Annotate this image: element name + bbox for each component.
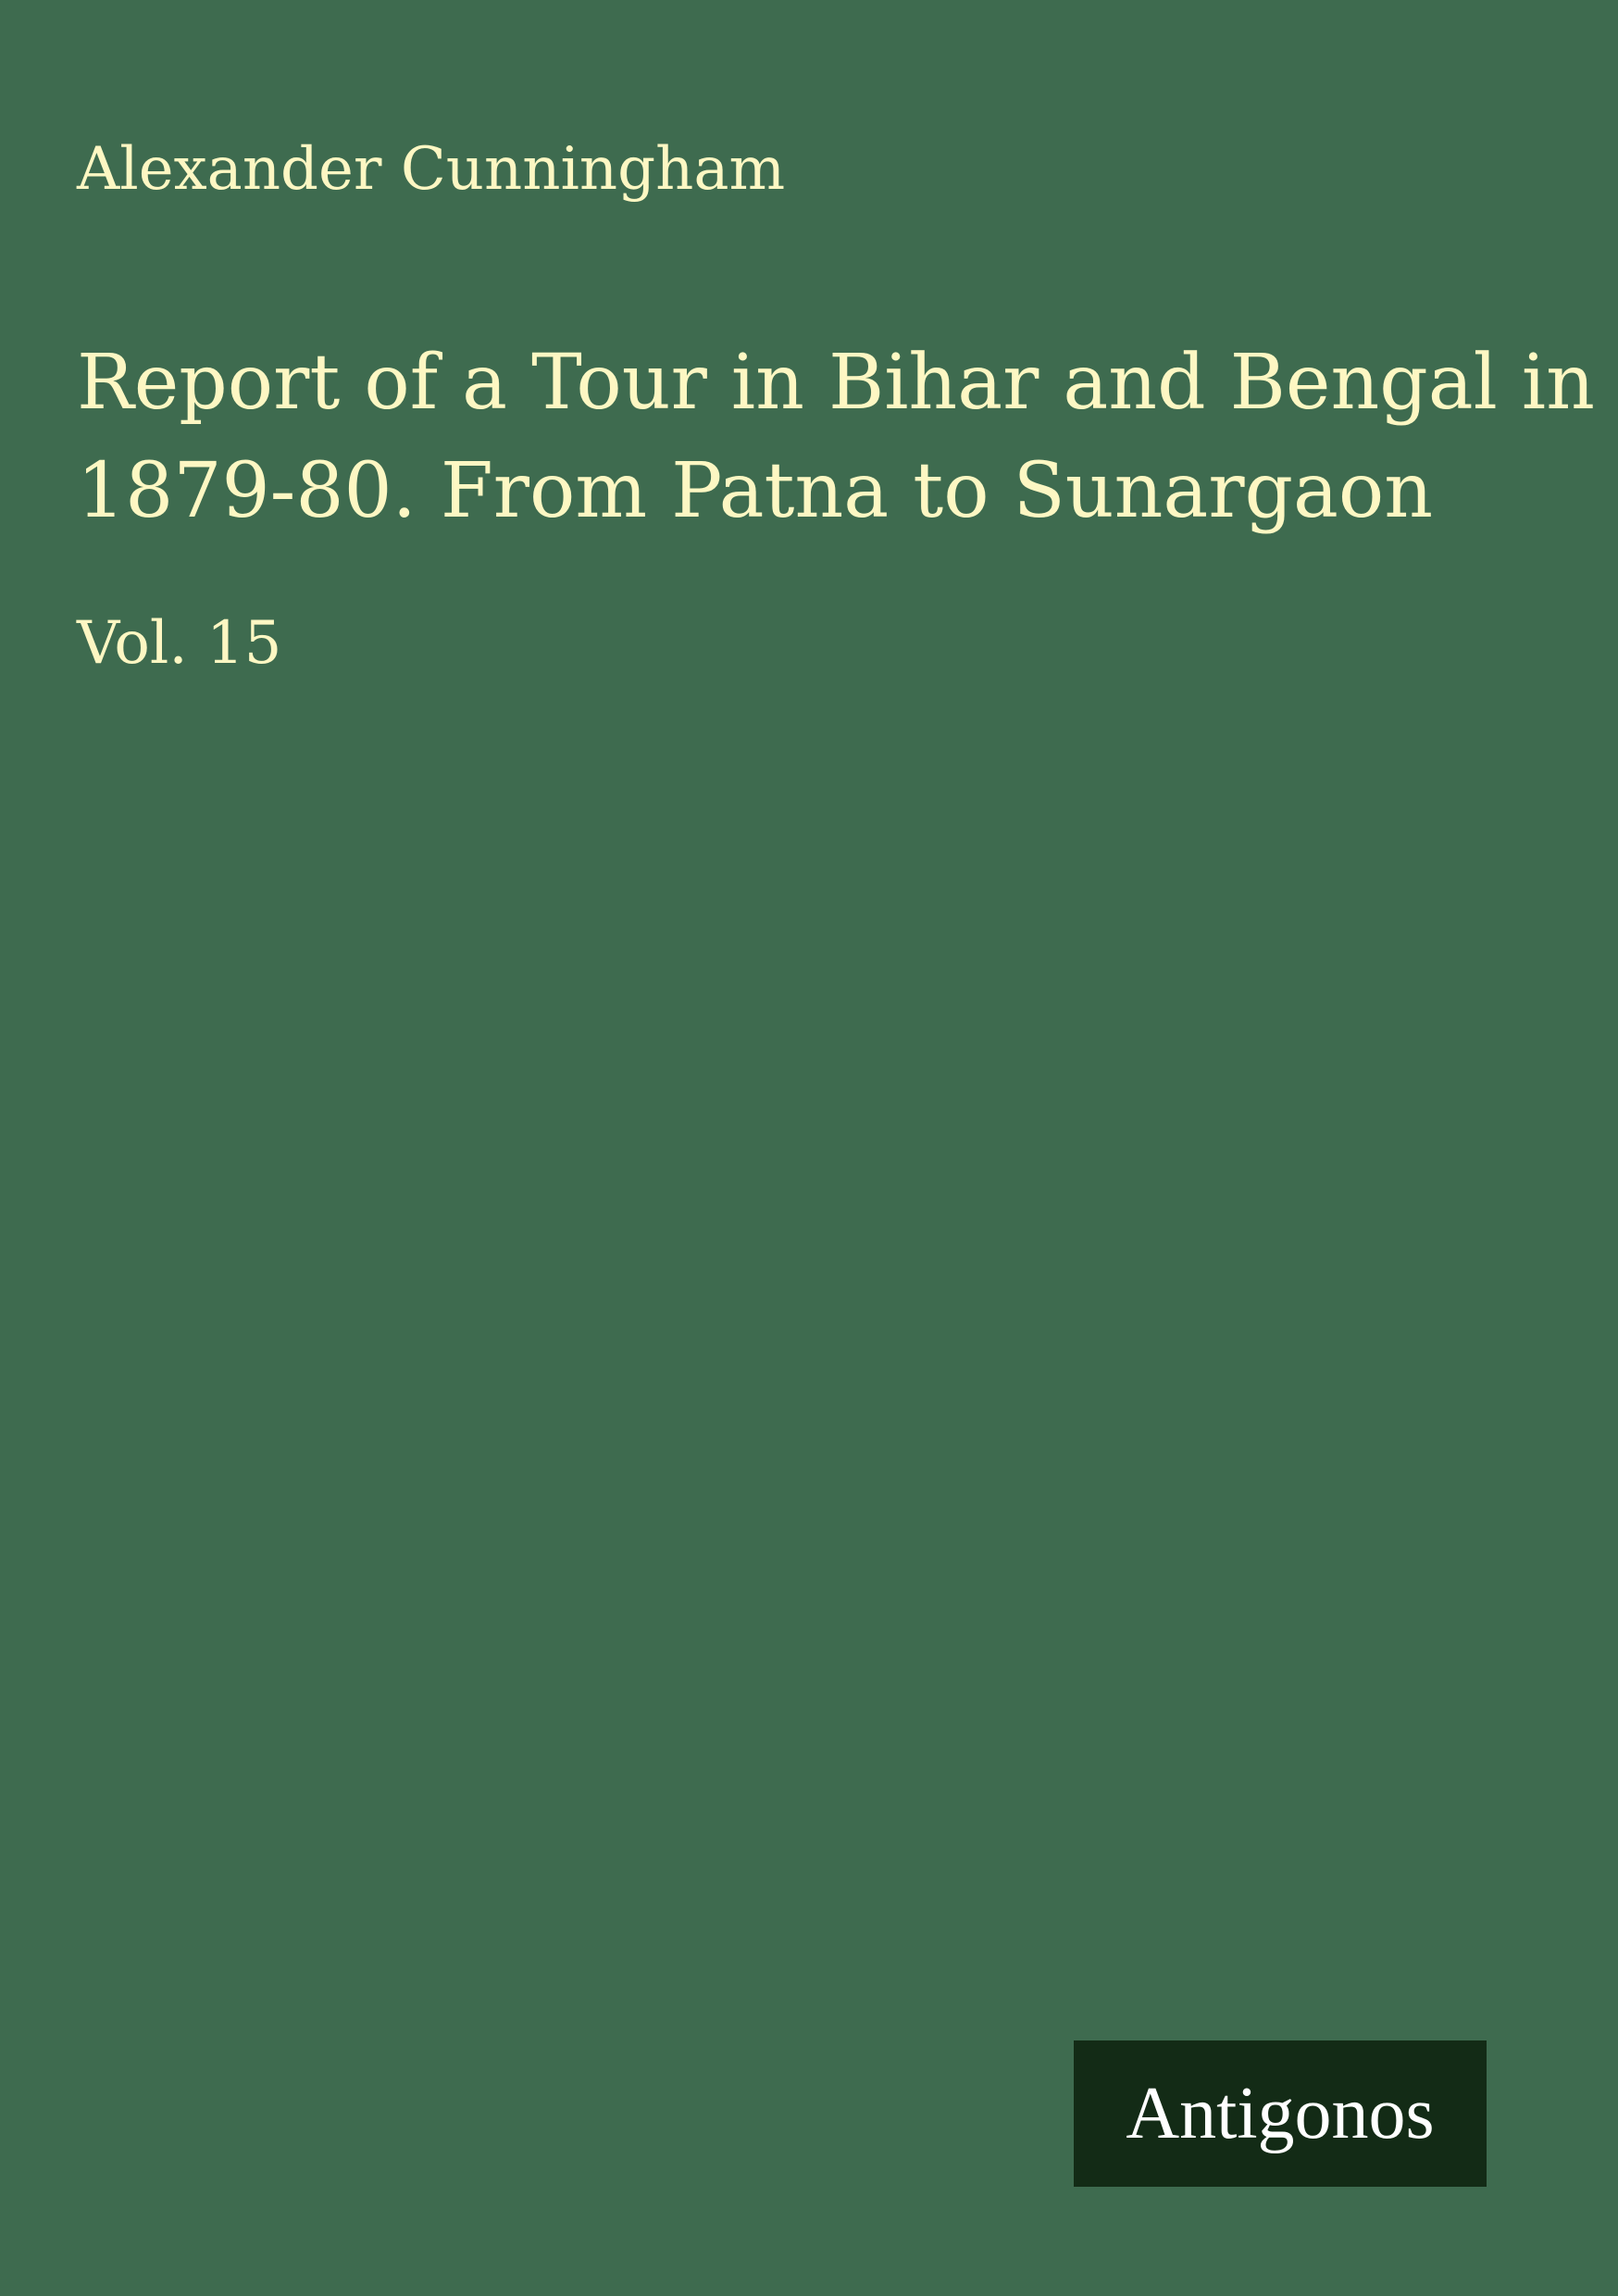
publisher-name: Antigonos	[1126, 2073, 1435, 2154]
book-title-line: Report of a Tour in Bihar and Bengal in	[77, 339, 1595, 427]
book-title-line: 1879-80. From Patna to Sunargaon	[77, 447, 1434, 535]
publisher-logo	[1074, 2040, 1487, 2187]
book-title	[77, 329, 1595, 545]
author-name: Alexander Cunningham	[77, 135, 786, 204]
volume-number: Vol. 15	[77, 609, 282, 678]
